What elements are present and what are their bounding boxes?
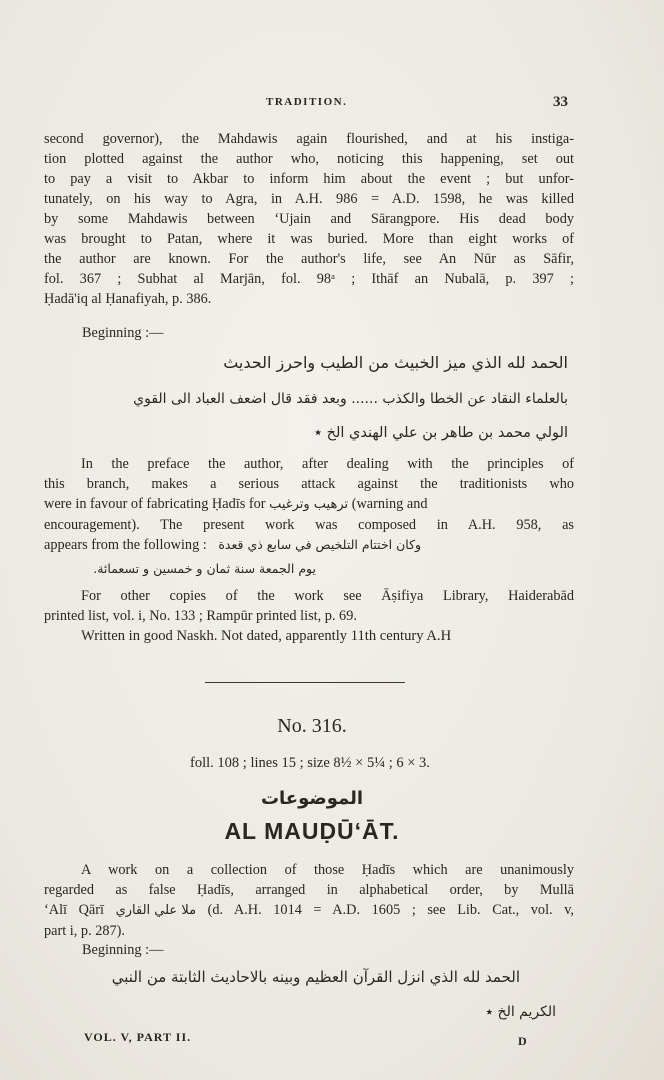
text-line — [44, 535, 574, 555]
arabic-incipit-line: بالعلماء النقاد عن الخطا والكذب ...... وبعد فقد قال اضعف العباد الى القوي — [133, 391, 568, 407]
arabic-incipit-line: الحمد لله الذي انزل القرآن العظيم وبينه بالاحاديث الثابتة من النبي — [111, 968, 520, 986]
footer-signature-mark: D — [518, 1034, 527, 1048]
section-divider — [205, 682, 405, 683]
text-fragment: appears from the following : — [44, 537, 207, 553]
text-line: this branch, makes a serious attack against the traditionists who — [44, 476, 574, 492]
arabic-incipit-line: الحمد لله الذي ميز الخبيث من الطيب واحرز الحديث — [223, 353, 568, 372]
text-line: to pay a visit to Akbar to inform him about the event ; but unfor- — [44, 171, 574, 187]
text-fragment: (warning and — [351, 496, 428, 512]
preface-paragraph — [44, 454, 574, 555]
page-number: 33 — [553, 94, 568, 110]
text-line: A work on a collection of those Ḥadīs which are unanimously — [81, 862, 574, 878]
footer-volume: VOL. V, PART II. — [84, 1030, 192, 1044]
text-line: tunately, on his way to Agra, in A.H. 986 = A.D. 1598, he was killed — [44, 191, 574, 207]
text-line: the author are known. For the author's life, see An Nūr as Sāfir, — [44, 251, 574, 267]
running-header: TRADITION. — [266, 96, 348, 108]
arabic-inline: وكان اختتام التلخيص في سابع ذي قعدة — [218, 537, 422, 552]
arabic-date-line: يوم الجمعة سنة ثمان و خمسين و تسعمائة. — [93, 561, 316, 576]
entry-details: foll. 108 ; lines 15 ; size 8½ × 5¼ ; 6 × 3. — [190, 755, 430, 771]
entry-description — [44, 860, 574, 941]
continuation-paragraph — [44, 129, 574, 309]
text-line: by some Mahdawis between ‘Ujain and Sārangpore. His dead body — [44, 211, 574, 227]
text-line: regarded as false Ḥadīs, arranged in alphabetical order, by Mullā — [44, 882, 574, 898]
text-line: tion plotted against the author who, noticing this happening, set out — [44, 151, 574, 167]
beginning-label: Beginning :— — [82, 942, 164, 958]
beginning-label: Beginning :— — [82, 325, 164, 341]
text-line: printed list, vol. i, No. 133 ; Rampūr printed list, p. 69. — [44, 608, 357, 624]
text-line: For other copies of the work see Āṣifiya Library, Haiderabād — [81, 588, 574, 604]
arabic-inline: ملا علي القاري — [115, 903, 197, 918]
text-fragment: (d. A.H. 1014 = A.D. 1605 ; see Lib. Cat., vol. v, — [207, 902, 574, 918]
arabic-incipit-line: الكريم الخ ٭ — [485, 1004, 556, 1020]
text-line: encouragement). The present work was composed in A.H. 958, as — [44, 517, 574, 533]
text-line: Ḥadā'iq al Ḥanafiyah, p. 386. — [44, 291, 212, 307]
text-line — [44, 900, 574, 921]
text-line: Written in good Naskh. Not dated, apparently 11th century A.H — [81, 628, 452, 644]
entry-title-english: AL MAUḌŪ‘ĀT. — [224, 818, 400, 844]
arabic-inline: ترهيب وترغيب — [269, 497, 349, 512]
text-line: In the preface the author, after dealing with the principles of — [81, 456, 574, 472]
text-line: part i, p. 287). — [44, 923, 125, 939]
other-copies-paragraph — [44, 586, 574, 626]
text-fragment: were in favour of fabricating Ḥadīs for — [44, 496, 266, 512]
entry-title-arabic: الموضوعات — [260, 788, 364, 809]
text-fragment: ‘Alī Qārī — [44, 902, 105, 918]
text-line: fol. 367 ; Subhat al Marjān, fol. 98ᵃ ; Ithāf an Nubalā, p. 397 ; — [44, 271, 574, 287]
arabic-incipit-line: الولي محمد بن طاهر بن علي الهندي الخ ٭ — [314, 425, 568, 441]
text-line — [44, 494, 574, 515]
entry-number: No. 316. — [277, 715, 347, 737]
written-note — [44, 626, 574, 646]
text-line: was brought to Patan, where it was buried. More than eight works of — [44, 231, 574, 247]
text-line: second governor), the Mahdawis again flourished, and at his instiga- — [44, 131, 574, 147]
